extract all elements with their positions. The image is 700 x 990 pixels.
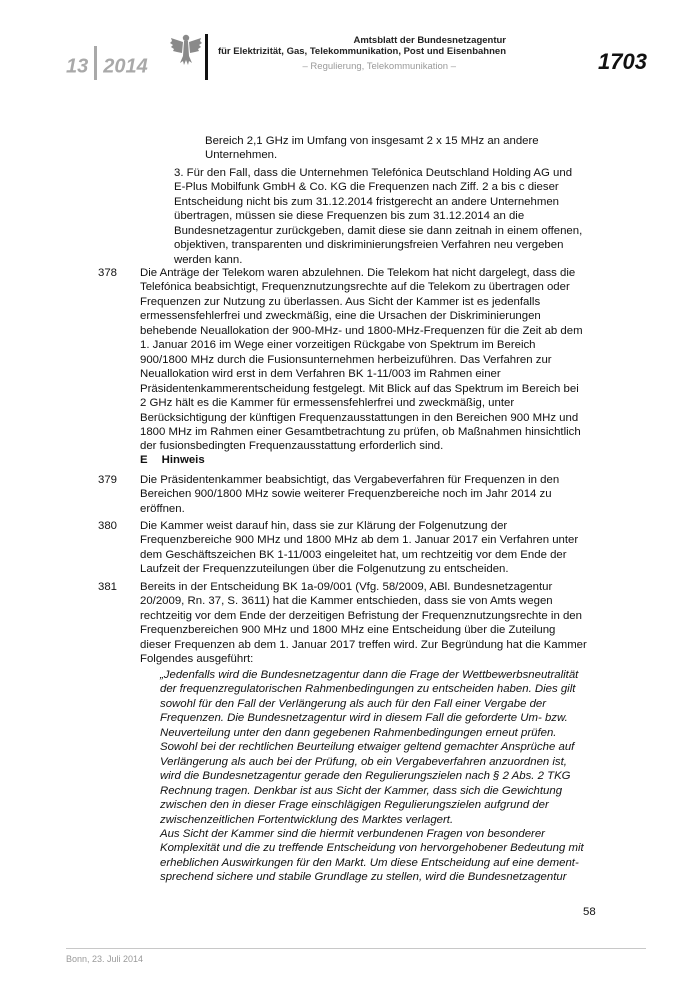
list-item-3 bbox=[174, 166, 582, 267]
text-line: sprechend sichere und stabile Grundlage zu stellen, wird die Bundesnetzagentur bbox=[160, 871, 567, 884]
issue-separator bbox=[94, 46, 97, 80]
text-line: Frequenzen zur Nutzung zu überlassen. Aus Sicht der Kammer ist es jedenfalls bbox=[140, 295, 541, 308]
text-line: objektiven, transparenten und diskriminierungsfreien Verfahren neu vergeben bbox=[174, 239, 564, 252]
text-line: Neuallokation wird erst in dem Verfahren BK 1-11/003 im Rahmen einer bbox=[140, 368, 501, 381]
text-line: Unternehmen. bbox=[205, 149, 278, 162]
text-line: dieser Frequenzen ab dem 1. Januar 2017 treffen wird. Zur Begründung hat die Kammer bbox=[140, 638, 587, 651]
section-title: Hinweis bbox=[161, 454, 205, 466]
text-line: erheblichen Auswirkungen für den Markt. Um diese Entscheidung auf eine dement- bbox=[160, 856, 579, 869]
footer-date: Bonn, 23. Juli 2014 bbox=[66, 954, 144, 964]
gazette-subtitle: für Elektrizität, Gas, Telekommunikation, Post und Eisenbahnen bbox=[217, 46, 506, 57]
text-line: rechtzeitig vor dem Ende der derzeitigen Befristung der Frequenznutzungsrechte in den bbox=[140, 609, 582, 622]
issue-number: 13 bbox=[66, 55, 89, 78]
text-line: Bereichen 900/1800 MHz sowie weiterer Frequenzbereiche noch im Jahr 2014 zu bbox=[140, 488, 552, 501]
text-line: Aus Sicht der Kammer sind die hiermit verbundenen Fragen von besonderer bbox=[160, 828, 545, 840]
text-line: Präsidentenkammerentscheidung festgelegt. Mit Blick auf das Spektrum im Bereich bei bbox=[140, 382, 579, 395]
text-line: Bereich 2,1 GHz im Umfang von insgesamt 2 x 15 MHz an andere bbox=[205, 135, 539, 147]
text-line: Folgendes ausgeführt: bbox=[140, 653, 254, 666]
paragraph-380 bbox=[140, 519, 578, 577]
text-line: der frequenzregulatorischen Rahmenbedingungen zu entscheiden haben. Dies gilt bbox=[160, 683, 576, 696]
text-line: Berücksichtigung der künftigen Frequenzausstattungen in den Bereichen 900 MHz und bbox=[140, 411, 579, 424]
text-line: Frequenzen. Die Bundesnetzagentur wird in diesem Fall die geforderte Um- bzw. bbox=[160, 712, 568, 725]
text-line: Komplexität und die zu treffende Entscheidung von hervorgehobener Bedeutung mit bbox=[160, 842, 584, 855]
header-divider bbox=[205, 34, 208, 80]
text-line: Frequenzbereiche 900 MHz und 1800 MHz ab dem 1. Januar 2017 ein Verfahren unter bbox=[140, 534, 579, 547]
text-line: Laufzeit der Frequenzzuteilungen über die Folgenutzung zu entscheiden. bbox=[140, 563, 509, 576]
text-line: „Jedenfalls wird die Bundesnetzagentur dann die Frage der Wettbewerbsneutralität bbox=[160, 669, 579, 681]
section-heading bbox=[140, 453, 205, 467]
paragraph-number: 380 bbox=[98, 520, 118, 532]
text-line: Neuverteilung unter den dann gegebenen Rahmenbedingungen erneut prüfen. bbox=[160, 726, 557, 739]
text-line: 3. Für den Fall, dass die Unternehmen Telefónica Deutschland Holding AG und bbox=[174, 167, 573, 179]
paragraph-378 bbox=[140, 266, 583, 454]
text-line: zwischenzeitlichen Fortentwicklung des Marktes verlagert. bbox=[160, 813, 454, 826]
text-line: 900/1800 MHz durch die Fusionsunternehmen herbeizuführen. Das Verfahren zur bbox=[140, 353, 552, 366]
section-letter: E bbox=[140, 454, 148, 466]
text-line: Verlängerung als auch bei der Prüfung, ob ein Vergabeverfahren anzuordnen ist, bbox=[160, 755, 567, 768]
text-line: 2 GHz hält es die Kammer für ermessensfehlerfrei und zweckmäßig, unter bbox=[140, 397, 515, 410]
federal-eagle-icon bbox=[170, 32, 202, 66]
gazette-page-number: 1703 bbox=[598, 49, 647, 74]
issue-marker bbox=[66, 50, 148, 84]
block-quote bbox=[160, 827, 584, 885]
gazette-title: Amtsblatt der Bundesnetzagentur bbox=[353, 35, 506, 46]
block-quote bbox=[160, 668, 578, 827]
section-label: – Regulierung, Telekommunikation – bbox=[302, 61, 456, 72]
text-line: ermessensfehlerfrei und zweckmäßig, eine die Ursachen der Diskriminierungen bbox=[140, 310, 541, 323]
text-line: 1800 MHz im Rahmen einer Gesamtbetrachtung zu prüfen, ob Maßnahmen hinsichtlich bbox=[140, 425, 581, 438]
text-line: Die Kammer weist darauf hin, dass sie zur Klärung der Folgenutzung der bbox=[140, 520, 508, 532]
text-line: behebende Neuallokation der 900-MHz- und 1800-MHz-Frequenzen für die Zeit ab dem bbox=[140, 324, 583, 337]
paragraph-number: 381 bbox=[98, 581, 118, 593]
paragraph-379 bbox=[140, 473, 559, 516]
text-line: eröffnen. bbox=[140, 502, 185, 515]
text-line: 20/2009, Rn. 37, S. 3611) hat die Kammer entschieden, dass sie von Amts wegen bbox=[140, 595, 553, 608]
text-line: E-Plus Mobilfunk GmbH & Co. KG die Frequenzen nach Ziff. 2 a bis c dieser bbox=[174, 181, 559, 194]
text-line: zwischen den in dieser Frage einschlägigen Regulierungszielen aufgrund der bbox=[160, 799, 549, 812]
text-line: Telefónica beabsichtigt, Frequenznutzungsrechte auf die Telekom zu übertragen oder bbox=[140, 281, 570, 294]
text-line: Die Anträge der Telekom waren abzulehnen. Die Telekom hat nicht dargelegt, dass die bbox=[140, 267, 576, 279]
continuation-text bbox=[205, 134, 539, 163]
text-line: sowohl für den Fall der Verlängerung als auch für den Fall einer Vergabe der bbox=[160, 697, 547, 710]
footer-divider bbox=[66, 948, 646, 949]
text-line: Entscheidung nicht bis zum 31.12.2014 fristgerecht an andere Unternehmen bbox=[174, 195, 559, 208]
text-line: Sowohl bei der rechtlichen Beurteilung etwaiger geltend gemachter Ansprüche auf bbox=[160, 741, 575, 754]
text-line: Rechnung tragen. Denkbar ist aus Sicht der Kammer, dass sich die Gewichtung bbox=[160, 784, 563, 797]
text-line: Die Präsidentenkammer beabsichtigt, das Vergabeverfahren für Frequenzen in den bbox=[140, 474, 560, 486]
issue-year: 2014 bbox=[103, 55, 148, 78]
text-line: dem Geschäftszeichen BK 1-11/003 eingeleitet hat, um rechtzeitig vor dem Ende der bbox=[140, 548, 567, 561]
paragraph-381 bbox=[140, 580, 587, 667]
text-line: Bereits in der Entscheidung BK 1a-09/001 (Vfg. 58/2009, ABl. Bundesnetzagentur bbox=[140, 581, 553, 593]
paragraph-number: 379 bbox=[98, 474, 118, 486]
document-page-number: 58 bbox=[583, 906, 596, 918]
text-line: werden kann. bbox=[174, 253, 243, 266]
paragraph-number: 378 bbox=[98, 267, 118, 279]
text-line: 1. Januar 2016 im Wege einer vorzeitigen Rückgabe von Spektrum im Bereich bbox=[140, 339, 536, 352]
text-line: Bundesnetzagentur zurückgeben, damit diese sie dann zeitnah in einem offenen, bbox=[174, 224, 583, 237]
text-line: Frequenzbereichen 900 MHz und 1800 MHz eine Entscheidung über die Zuteilung bbox=[140, 624, 556, 637]
text-line: übertragen, müssen sie diese Frequenzen bis zum 31.12.2014 an die bbox=[174, 210, 525, 223]
text-line: der fusionsbedingten Frequenzausstattung erforderlich sind. bbox=[140, 440, 444, 453]
text-line: wird die Bundesnetzagentur gerade den Regulierungszielen nach § 2 Abs. 2 TKG bbox=[160, 770, 571, 783]
